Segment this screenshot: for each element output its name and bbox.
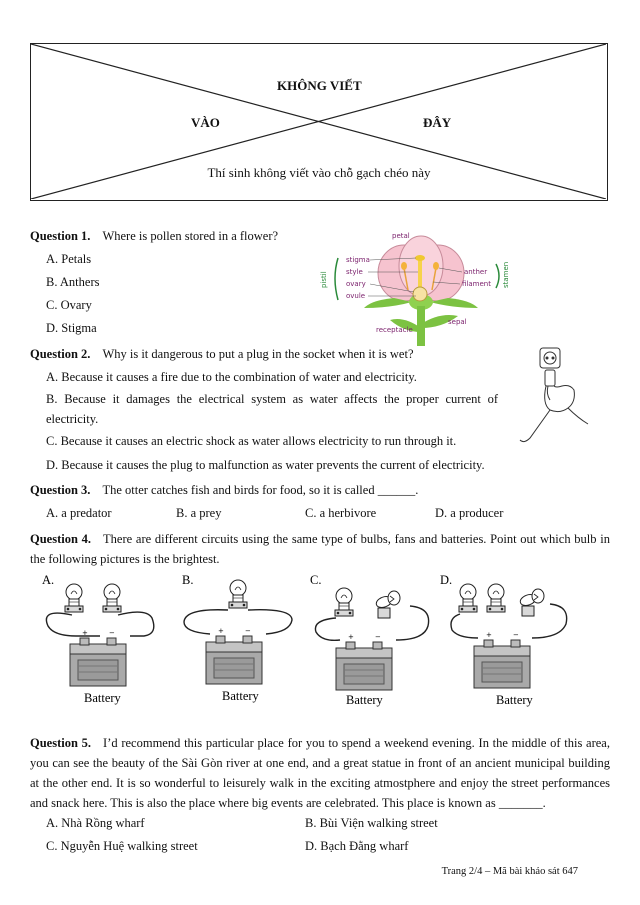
- battery-icon: [474, 631, 530, 688]
- q3-option-d[interactable]: D. a producer: [435, 506, 504, 520]
- no-write-box: [30, 43, 608, 201]
- q2-option-c[interactable]: C. Because it causes an electric shock as water allows electricity to run through it.: [46, 434, 457, 448]
- fan-icon: [519, 589, 544, 616]
- q1-option-d[interactable]: D. Stigma: [46, 321, 97, 335]
- label-receptacle: receptacle: [376, 326, 413, 334]
- question-4: [30, 529, 610, 569]
- question-text: Where is pollen stored in a flower?: [102, 229, 279, 243]
- question-label: Question 5.: [30, 736, 92, 750]
- label-stigma: stigma: [346, 256, 370, 264]
- battery-icon: [336, 633, 392, 690]
- circuit-letter: B.: [182, 573, 194, 587]
- q1-option-c[interactable]: C. Ovary: [46, 298, 92, 312]
- question-label: Question 4.: [30, 532, 92, 546]
- circuit-b[interactable]: [182, 573, 292, 703]
- bulb-icon: [487, 584, 505, 612]
- question-text: Why is it dangerous to put a plug in the socket when it is wet?: [102, 347, 414, 361]
- no-write-note: Thí sinh không viết vào chỗ gạch chéo này: [207, 165, 431, 180]
- label-filament: filament: [462, 280, 491, 288]
- circuit-c[interactable]: [310, 573, 429, 707]
- flower-diagram: [312, 228, 522, 346]
- bulb-icon: [335, 588, 353, 616]
- question-label: Question 2.: [30, 347, 91, 361]
- q5-option-c[interactable]: C. Nguyễn Huệ walking street: [46, 839, 198, 853]
- question-2: [30, 344, 414, 364]
- circuit-letter: D.: [440, 573, 453, 587]
- q3-option-c[interactable]: C. a herbivore: [305, 506, 377, 520]
- q3-option-b[interactable]: B. a prey: [176, 506, 222, 520]
- battery-label: Battery: [84, 691, 121, 705]
- no-write-right: ĐÂY: [423, 115, 452, 130]
- bulb-icon: [229, 580, 247, 608]
- question-3: [30, 480, 418, 500]
- label-pistil: pistil: [320, 271, 328, 288]
- circuit-letter: C.: [310, 573, 322, 587]
- label-sepal: sepal: [448, 318, 467, 326]
- question-label: Question 3.: [30, 483, 91, 497]
- bulb-icon: [103, 584, 121, 612]
- question-5: [30, 733, 610, 813]
- bulb-icon: [459, 584, 477, 612]
- q1-option-b[interactable]: B. Anthers: [46, 275, 100, 289]
- label-stamen: stamen: [502, 261, 510, 288]
- battery-label: Battery: [496, 693, 533, 707]
- label-anther: anther: [464, 268, 488, 276]
- circuit-d[interactable]: [440, 573, 567, 707]
- q5-option-b[interactable]: B. Bùi Viện walking street: [305, 816, 438, 830]
- bulb-icon: [65, 584, 83, 612]
- no-write-title: KHÔNG VIẾT: [277, 78, 362, 93]
- fan-icon: [375, 591, 400, 618]
- q5-option-d[interactable]: D. Bạch Đằng wharf: [305, 839, 409, 853]
- no-write-left: VÀO: [191, 115, 220, 130]
- question-1: [30, 226, 278, 246]
- circuit-a[interactable]: [42, 573, 154, 705]
- battery-label: Battery: [222, 689, 259, 703]
- question-text: There are different circuits using the same type of bulbs, fans and batteries. Point out which bulb in the following pictures is the brightest.: [30, 532, 610, 566]
- question-text: I’d recommend this particular place for you to spend a weekend evening. In the middle of this area, you can see the beauty of the Sài Gòn river at one end, and a great statue in front of an ancient municipal building at the other end. It is so wonderful to leisurely walk in the exciting atmostphere and enjoy the street performances and snack here. This is also the place where big events are celebrated. This place is known as _______.: [30, 736, 610, 810]
- battery-icon: [206, 627, 262, 684]
- q1-option-a[interactable]: A. Petals: [46, 252, 92, 266]
- circuit-letter: A.: [42, 573, 55, 587]
- label-petal: petal: [392, 232, 410, 240]
- question-text: The otter catches fish and birds for food, so it is called ______.: [102, 483, 419, 497]
- label-ovule: ovule: [346, 292, 366, 300]
- q5-option-a[interactable]: A. Nhà Rồng wharf: [46, 816, 145, 830]
- label-style: style: [346, 268, 363, 276]
- q2-option-d[interactable]: D. Because it causes the plug to malfunction as water prevents the current of electricity.: [46, 458, 485, 472]
- circuits-figure: [40, 570, 620, 715]
- page-footer: Trang 2/4 – Mã bài khảo sát 647: [441, 866, 578, 877]
- label-ovary: ovary: [346, 280, 366, 288]
- battery-label: Battery: [346, 693, 383, 707]
- plug-socket-illustration: [516, 344, 590, 446]
- question-label: Question 1.: [30, 229, 91, 243]
- battery-icon: [70, 629, 126, 686]
- q2-option-b[interactable]: B. Because it damages the electrical system as water affects the proper current of electricity.: [46, 392, 498, 426]
- q2-option-a[interactable]: A. Because it causes a fire due to the combination of water and electricity.: [46, 370, 417, 384]
- q3-option-a[interactable]: A. a predator: [46, 506, 112, 520]
